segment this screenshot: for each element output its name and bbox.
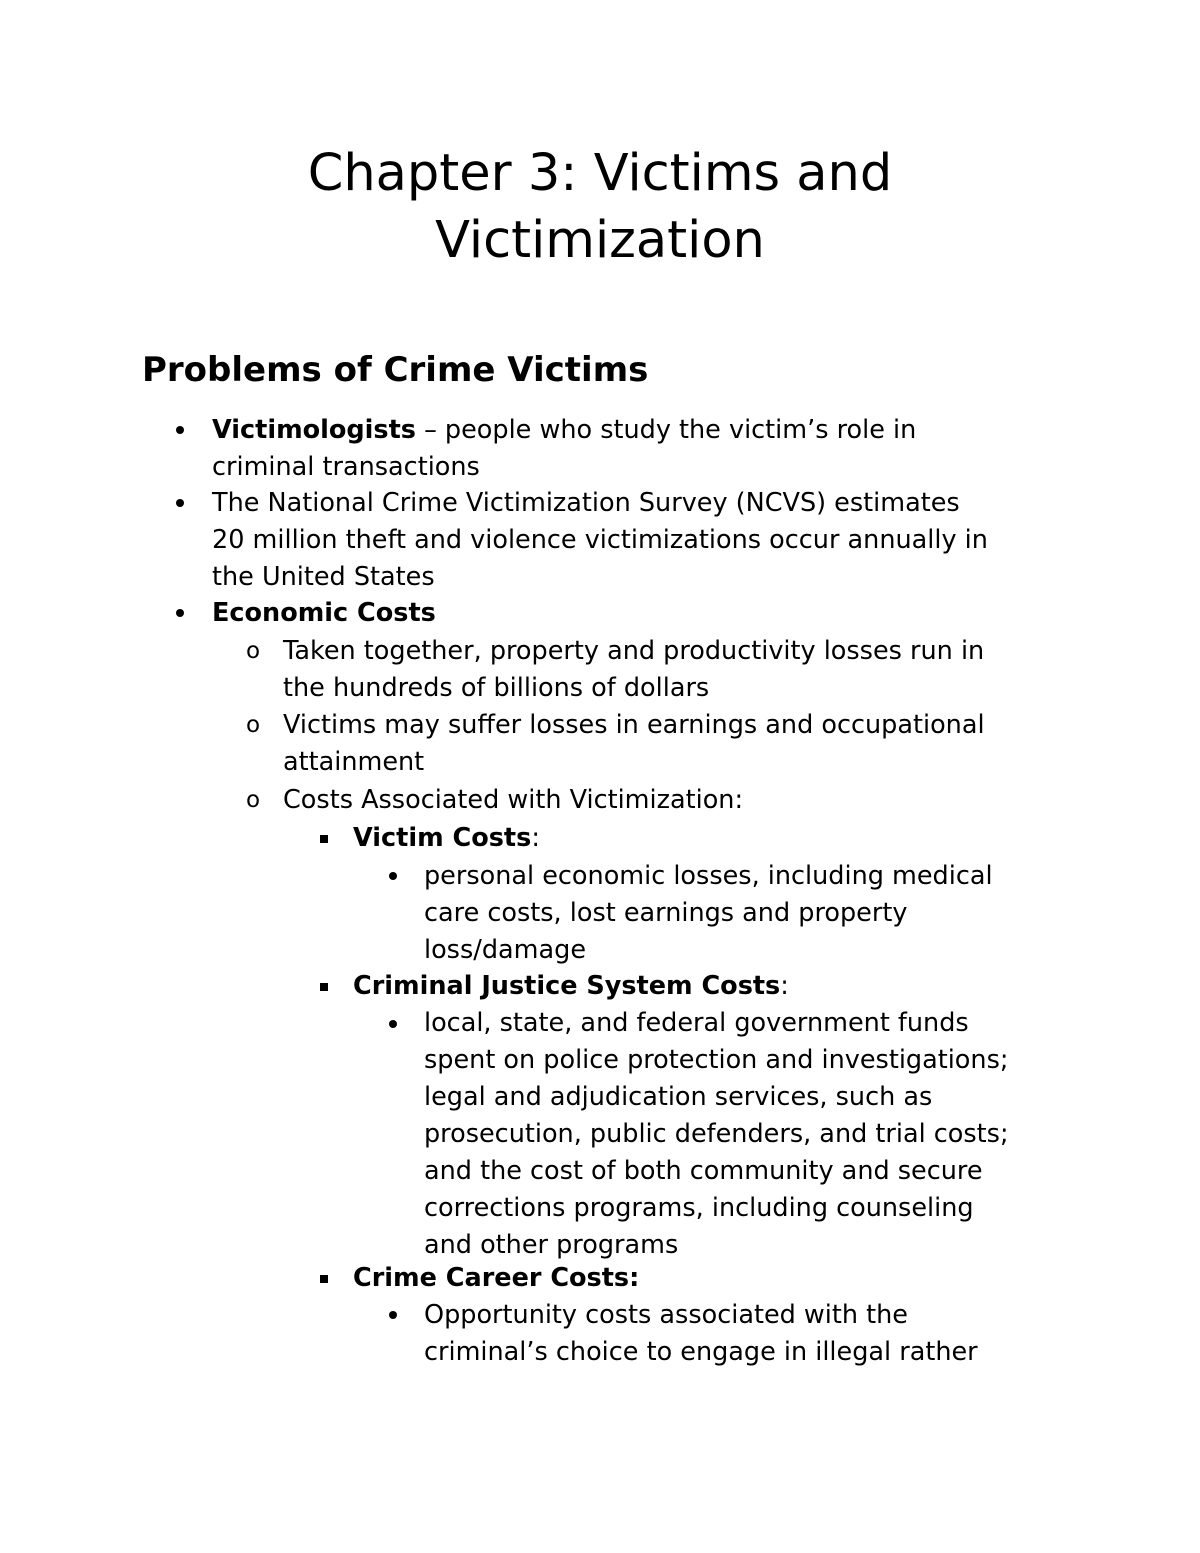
term-victimologists: Victimologists bbox=[212, 415, 416, 445]
list-item-line bbox=[212, 595, 436, 632]
list-item-line: Victims may suffer losses in earnings and occupational bbox=[283, 710, 985, 740]
list-item-costs-associated bbox=[283, 782, 743, 819]
bullet-dot-icon bbox=[389, 1311, 397, 1319]
circle-bullet-icon: o bbox=[246, 787, 261, 813]
list-item-victim-costs-detail bbox=[424, 858, 993, 969]
title-line-2: Victimization bbox=[435, 211, 765, 270]
list-item-line: loss/damage bbox=[424, 935, 587, 965]
list-item-line: spent on police protection and investigations; bbox=[424, 1045, 1009, 1075]
list-item-line: corrections programs, including counseling bbox=[424, 1193, 974, 1223]
list-item-line: attainment bbox=[283, 747, 425, 777]
term-economic-costs: Economic Costs bbox=[212, 598, 436, 628]
list-item-crime-career-detail bbox=[424, 1297, 978, 1371]
term-victim-costs: Victim Costs bbox=[353, 823, 532, 853]
list-item-line bbox=[353, 820, 540, 857]
list-item-line: Taken together, property and productivity losses run in bbox=[283, 636, 985, 666]
square-bullet-icon bbox=[320, 983, 328, 991]
list-item-victimologists bbox=[212, 412, 916, 486]
list-item-line bbox=[212, 412, 916, 449]
square-bullet-icon bbox=[320, 835, 328, 843]
list-item-economic-costs bbox=[212, 595, 436, 632]
square-bullet-icon bbox=[320, 1275, 328, 1283]
term-crime-career-costs: Crime Career Costs: bbox=[353, 1263, 640, 1293]
list-item-line: 20 million theft and violence victimizations occur annually in bbox=[212, 525, 988, 555]
list-item-line: and the cost of both community and secure bbox=[424, 1156, 983, 1186]
bullet-dot-icon bbox=[176, 499, 184, 507]
page-title bbox=[0, 140, 1200, 274]
list-item-line: The National Crime Victimization Survey (NCVS) estimates bbox=[212, 488, 960, 518]
bullet-dot-icon bbox=[176, 426, 184, 434]
list-item-line: the United States bbox=[212, 562, 435, 592]
list-item-property-losses bbox=[283, 633, 984, 707]
bullet-dot-icon bbox=[176, 609, 184, 617]
section-heading: Problems of Crime Victims bbox=[142, 350, 649, 390]
list-item-cjs-costs-detail bbox=[424, 1005, 1009, 1264]
list-item-line: Costs Associated with Victimization: bbox=[283, 785, 744, 815]
list-item-cjs-costs bbox=[353, 968, 789, 1005]
list-item-ncvs bbox=[212, 485, 988, 596]
term-suffix: : bbox=[780, 971, 789, 1001]
bullet-dot-icon bbox=[389, 1020, 397, 1028]
list-item-line: the hundreds of billions of dollars bbox=[283, 673, 710, 703]
list-item-line: Opportunity costs associated with the bbox=[424, 1300, 908, 1330]
title-line-1: Chapter 3: Victims and bbox=[307, 144, 893, 203]
list-item-crime-career-costs bbox=[353, 1260, 639, 1297]
list-item-victim-costs bbox=[353, 820, 540, 857]
bullet-dot-icon bbox=[389, 872, 397, 880]
definition-text: – people who study the victim’s role in bbox=[415, 415, 917, 445]
list-item-line: prosecution, public defenders, and trial costs; bbox=[424, 1119, 1009, 1149]
list-item-line bbox=[353, 968, 789, 1005]
list-item-line: local, state, and federal government funds bbox=[424, 1008, 969, 1038]
circle-bullet-icon: o bbox=[246, 638, 261, 664]
list-item-line: criminal’s choice to engage in illegal rather bbox=[424, 1337, 978, 1367]
circle-bullet-icon: o bbox=[246, 712, 261, 738]
list-item-line: criminal transactions bbox=[212, 452, 480, 482]
list-item-line: care costs, lost earnings and property bbox=[424, 898, 908, 928]
list-item-line bbox=[353, 1260, 639, 1297]
term-cjs-costs: Criminal Justice System Costs bbox=[353, 971, 781, 1001]
list-item-line: personal economic losses, including medical bbox=[424, 861, 993, 891]
term-suffix: : bbox=[531, 823, 540, 853]
list-item-earnings-losses bbox=[283, 707, 985, 781]
list-item-line: legal and adjudication services, such as bbox=[424, 1082, 933, 1112]
list-item-line: and other programs bbox=[424, 1230, 679, 1260]
